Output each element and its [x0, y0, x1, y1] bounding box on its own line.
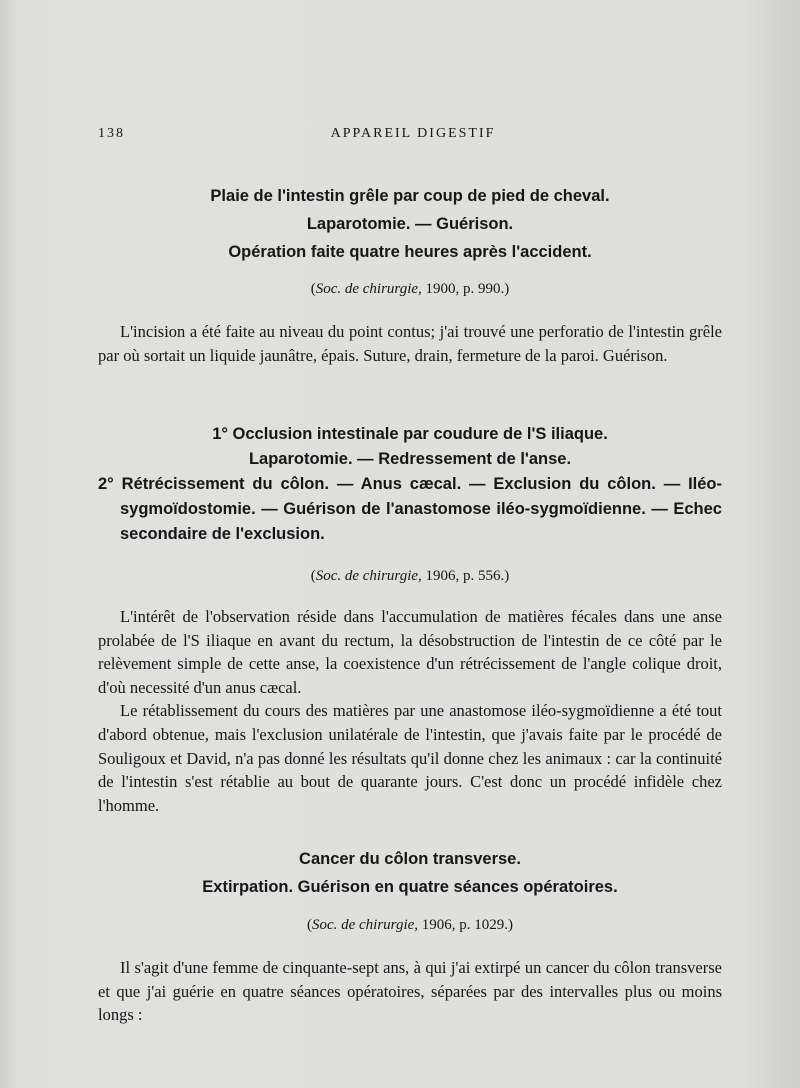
case-1-reference: (Soc. de chirurgie, 1900, p. 990.): [310, 281, 510, 297]
paragraph: Le rétablissement du cours des matières par une anastomose iléo-sygmoïdienne a été tout d'abord obtenue, mais l'exclusion unilatérale de l'intestin, que j'avais faite par le procédé de Souligoux et David, n'a pas donné les résultats qu'il donne chez les animaux : car la continuité de l'intestin s'est rétablie au bout de quarante jours. C'est donc un procédé infidèle chez l'homme.: [98, 701, 722, 815]
reference-details: , 1906, p. 556.: [418, 568, 505, 584]
reference-journal: Soc. de chirurgie: [315, 281, 419, 297]
case-1-title-line: Opération faite quatre heures après l'accident.: [228, 243, 592, 261]
case-3-reference: (Soc. de chirurgie, 1906, p. 1029.): [306, 917, 514, 933]
case-3-body: [98, 956, 722, 1027]
case-3-title: [98, 845, 722, 901]
reference-journal: Soc. de chirurgie: [311, 917, 415, 933]
case-2-body: [98, 605, 722, 817]
case-2-title-line: 1° Occlusion intestinale par coudure de l'S iliaque.: [212, 425, 608, 443]
case-1-body: [98, 320, 722, 367]
case-3-title-line: Cancer du côlon transverse.: [299, 850, 521, 868]
case-2-title: [98, 422, 722, 547]
paragraph: L'intérêt de l'observation réside dans l'accumulation de matières fécales dans une anse prolabée de l'S iliaque en avant du rectum, la désobstruction de l'intestin de ce côté par le relèvement simple de cette anse, la coexistence d'un rétrécissement de l'angle colique droit, d'où necessité d'un anus cæcal.: [98, 607, 722, 697]
case-1-title-line: Laparotomie. — Guérison.: [306, 215, 514, 233]
paragraph: L'incision a été faite au niveau du point contus; j'ai trouvé une perforatio de l'intestin grêle par où sortait un liquide jaunâtre, épais. Suture, drain, fermeture de la paroi. Guérison.: [98, 322, 722, 365]
reference-details: , 1906, p. 1029.: [414, 917, 509, 933]
page-header: [98, 126, 728, 146]
reference-details: , 1900, p. 990.: [418, 281, 505, 297]
running-head: APPAREIL DIGESTIF: [330, 126, 496, 141]
page-number: 138: [98, 126, 125, 141]
case-2-title-line: 2° Rétrécissement du côlon. — Anus cæcal. — Exclusion du côlon. — Iléo-sygmoïdostomie. — Guérison de l'anastomose iléo-sygmoïdienne. — Echec secondaire de l'exclusion.: [98, 475, 722, 543]
case-1-title: [98, 182, 722, 266]
case-2-title-line: Laparotomie. — Redressement de l'anse.: [248, 450, 572, 468]
reference-journal: Soc. de chirurgie: [315, 568, 419, 584]
case-1-title-line: Plaie de l'intestin grêle par coup de pied de cheval.: [210, 187, 610, 205]
paragraph: Il s'agit d'une femme de cinquante-sept ans, à qui j'ai extirpé un cancer du côlon transverse et que j'ai guérie en quatre séances opératoires, séparées par des intervalles plus ou moins longs :: [98, 958, 722, 1025]
case-3-title-line: Extirpation. Guérison en quatre séances opératoires.: [202, 878, 618, 896]
case-2-reference: (Soc. de chirurgie, 1906, p. 556.): [310, 568, 510, 584]
